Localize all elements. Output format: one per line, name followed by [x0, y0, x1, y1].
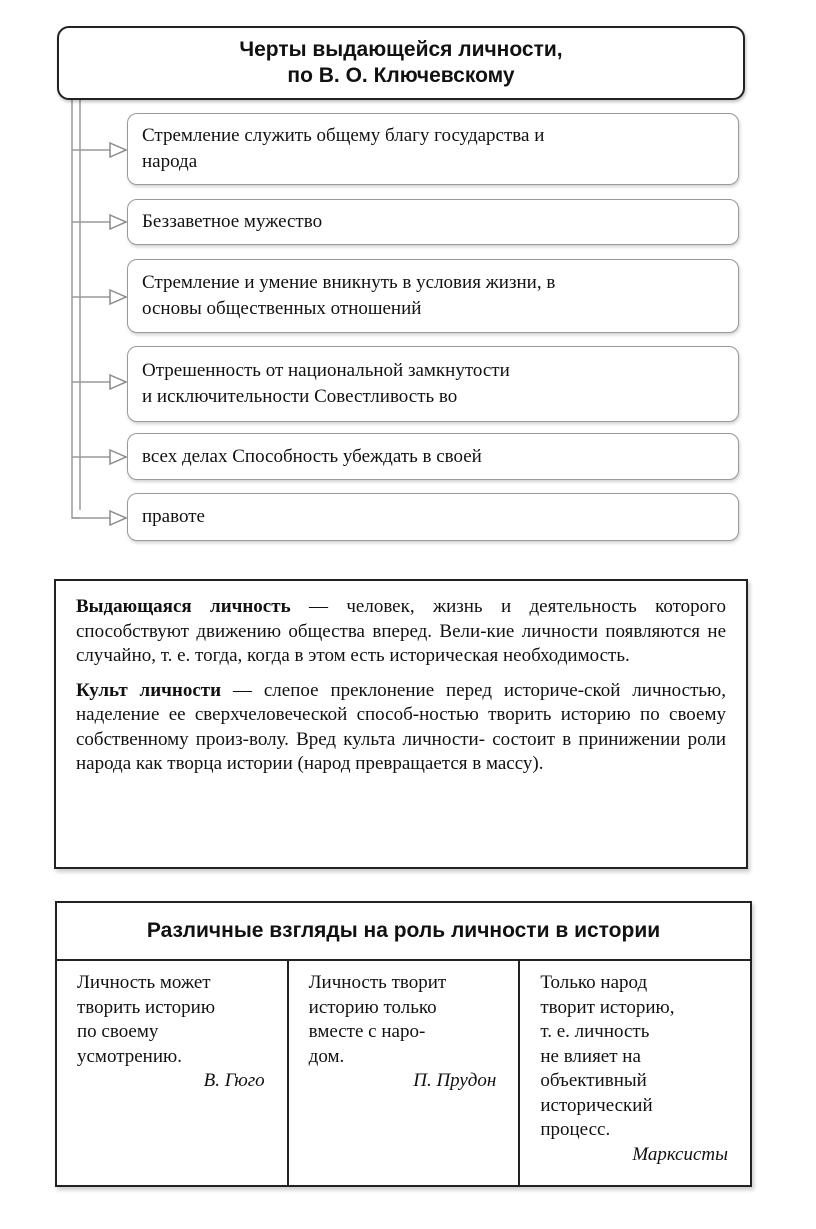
- view-line: Личность творит: [308, 972, 447, 993]
- view-line: процесс.: [540, 1119, 611, 1140]
- view-column-hugo: [57, 961, 287, 1187]
- trait-text: Стремление и умение вникнуть в условия жизни, в: [142, 272, 556, 293]
- views-table: [55, 901, 752, 1187]
- trait-text: и исключительности Совестливость во: [142, 386, 458, 407]
- view-author: П. Прудон: [413, 1070, 497, 1091]
- trait-box-2: [127, 199, 739, 245]
- trait-box-5: [127, 433, 739, 480]
- diagram-title-line2: по В. О. Ключевскому: [287, 64, 515, 87]
- view-line: по своему: [77, 1021, 159, 1042]
- trait-text: Отрешенность от национальной замкнутости: [142, 360, 510, 381]
- view-line: творить историю: [77, 996, 216, 1018]
- trait-box-6: [127, 493, 739, 541]
- view-line: Личность может: [77, 972, 211, 993]
- view-line: не влияет на: [540, 1045, 641, 1067]
- definitions-box: [54, 579, 748, 869]
- view-line: дом.: [308, 1045, 345, 1067]
- view-author: Марксисты: [632, 1143, 729, 1165]
- view-line: усмотрению.: [77, 1045, 182, 1067]
- definition-text: — слепое преклонение перед историче-ской личностью, наделение ее сверхчеловеческой способ-ностью творить историю по своему собственному произ-волу. Вред культа личности- состоит в принижении роли народа как творца истории (народ превращается в массу).: [76, 679, 726, 774]
- trait-text: основы общественных отношений: [142, 298, 422, 319]
- views-table-header: Различные взгляды на роль личности в истории: [57, 903, 750, 961]
- view-column-proudhon: [287, 961, 519, 1187]
- trait-box-1: [127, 113, 739, 185]
- view-line: т. е. личность: [540, 1021, 650, 1042]
- diagram-title-line1: Черты выдающейся личности,: [239, 38, 563, 61]
- view-line: исторический: [540, 1094, 653, 1116]
- view-line: творит историю,: [540, 996, 675, 1018]
- trait-text: Стремление служить общему благу государства и: [142, 125, 545, 146]
- view-column-marxists: [518, 961, 750, 1187]
- trait-text: всех делах Способность убеждать в своей: [142, 445, 482, 467]
- trait-box-4: [127, 346, 739, 422]
- view-line: вместе с наро-: [308, 1021, 426, 1042]
- definition-text: — человек, жизнь и деятельность которого способствуют движению общества вперед. Вели-кие личности появляются не случайно, т. е. тогда, когда в этом есть историческая необходимость.: [76, 596, 726, 666]
- trait-text: Беззаветное мужество: [142, 211, 323, 232]
- view-line: объективный: [540, 1070, 647, 1091]
- trait-text: правоте: [142, 506, 205, 527]
- view-author: В. Гюго: [203, 1070, 265, 1091]
- view-line: Только народ: [540, 972, 648, 993]
- diagram-title: [57, 26, 745, 100]
- term-personality-cult: Культ личности: [76, 679, 222, 701]
- trait-box-3: [127, 259, 739, 333]
- definition-personality-cult: [76, 679, 726, 777]
- trait-text: народа: [142, 151, 198, 172]
- definition-great-person: [76, 595, 726, 669]
- views-columns: [57, 961, 750, 1187]
- term-great-person: Выдающаяся личность: [76, 596, 291, 617]
- view-line: историю только: [308, 996, 437, 1018]
